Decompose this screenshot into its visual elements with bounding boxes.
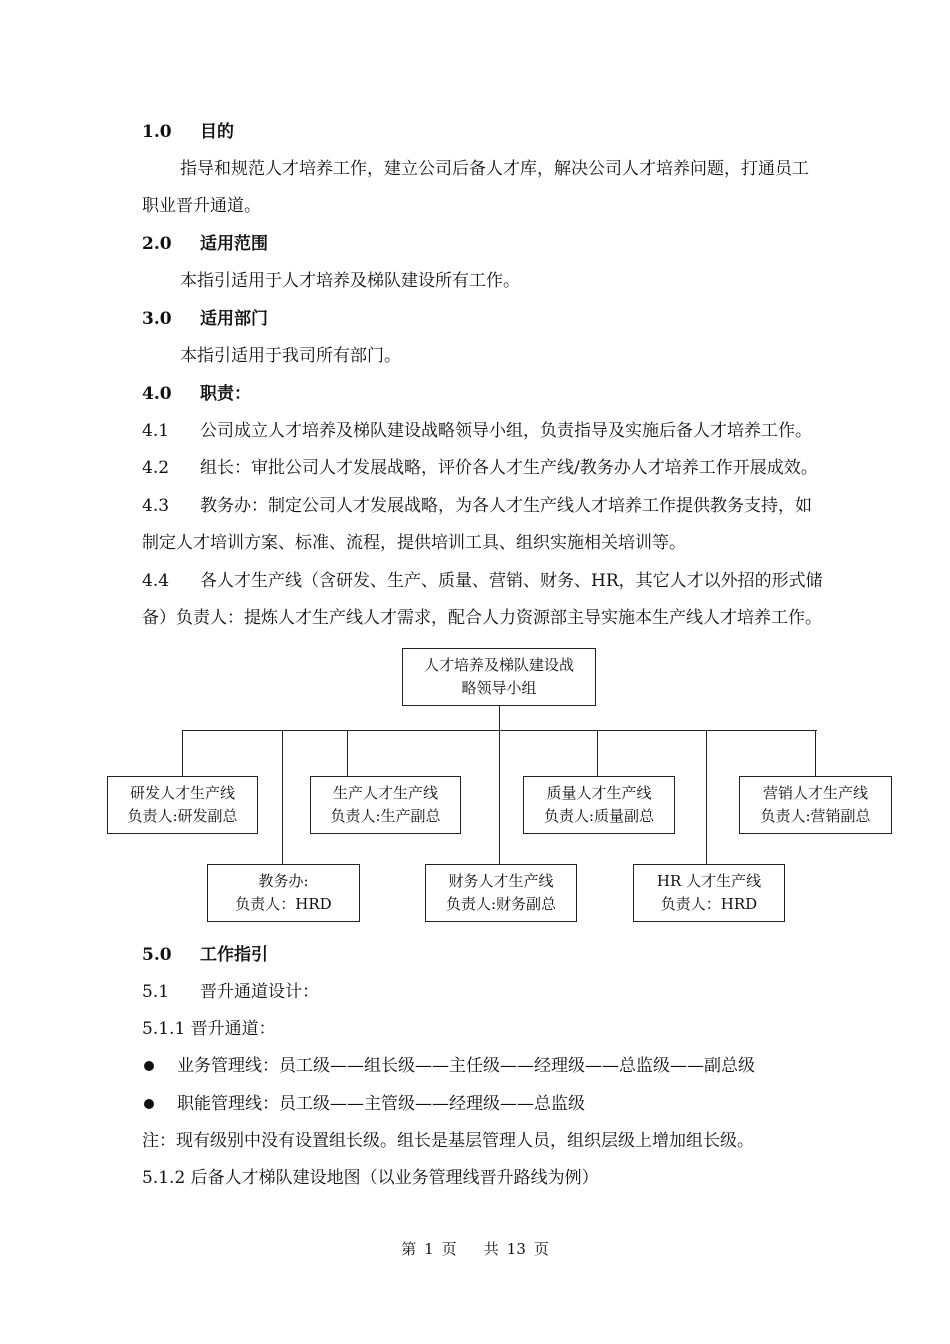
subsection-5-1-1: 5.1.1 晋升通道： xyxy=(142,1019,276,1039)
org-box-line: 负责人：HRD xyxy=(660,895,758,913)
connector-line xyxy=(182,730,817,731)
page-footer xyxy=(0,1238,950,1259)
connector-line xyxy=(182,730,183,776)
org-box-line: 财务人才生产线 xyxy=(448,872,554,890)
org-box-line: 研发人才生产线 xyxy=(129,784,235,802)
footer-page-unit: 页 xyxy=(441,1240,457,1258)
org-box-line: HR 人才生产线 xyxy=(656,872,762,890)
org-box-line: 负责人:研发副总 xyxy=(127,807,238,825)
org-box-line: 生产人才生产线 xyxy=(332,784,438,802)
connector-line xyxy=(282,730,283,864)
footer-total-unit: 页 xyxy=(533,1240,549,1258)
section-1-heading xyxy=(142,122,234,142)
footer-page-label: 第 xyxy=(401,1240,417,1258)
section-1-body-cont: 职业晋升通道。 xyxy=(142,196,261,216)
section-3-body: 本指引适用于我司所有部门。 xyxy=(180,346,401,366)
subsection-5-1 xyxy=(142,982,319,1002)
bullet-text: 职能管理线：员工级——主管级——经理级——总监级 xyxy=(177,1094,585,1114)
footer-total-label: 共 xyxy=(483,1240,499,1258)
org-box-line: 人才培养及梯队建设战 xyxy=(423,656,574,674)
org-box-education-office xyxy=(207,864,360,922)
section-title: 职责： xyxy=(200,384,251,404)
section-number: 4.0 xyxy=(142,384,172,404)
item-number: 5.1 xyxy=(142,982,170,1002)
section-5-heading xyxy=(142,945,268,965)
org-box-line: 略领导小组 xyxy=(461,679,537,697)
org-box-leadership-group xyxy=(402,648,596,706)
org-box-line: 负责人:质量副总 xyxy=(543,807,655,825)
section-1-body: 指导和规范人才培养工作，建立公司后备人才库，解决公司人才培养问题，打通员工 xyxy=(180,159,809,179)
org-box-line: 教务办: xyxy=(258,872,309,890)
footer-total-pages: 13 xyxy=(506,1240,526,1258)
section-3-heading xyxy=(142,309,268,329)
org-box-hr xyxy=(633,864,785,922)
note: 注：现有级别中没有设置组长级。组长是基层管理人员，组织层级上增加组长级。 xyxy=(142,1131,754,1151)
item-text: 组长：审批公司人才发展战略，评价各人才生产线/教务办人才培养工作开展成效。 xyxy=(200,458,818,478)
item-text: 晋升通道设计： xyxy=(200,982,319,1002)
item-text: 公司成立人才培养及梯队建设战略领导小组，负责指导及实施后备人才培养工作。 xyxy=(200,421,812,441)
section-title: 工作指引 xyxy=(200,945,268,965)
connector-line xyxy=(597,730,598,776)
connector-line xyxy=(815,730,816,776)
section-number: 1.0 xyxy=(142,122,172,142)
section-number: 3.0 xyxy=(142,309,172,329)
section-title: 适用部门 xyxy=(200,309,268,329)
section-4-heading xyxy=(142,384,251,404)
item-number: 4.1 xyxy=(142,421,170,441)
org-box-line: 营销人才生产线 xyxy=(762,784,868,802)
section-number: 2.0 xyxy=(142,234,172,254)
org-box-production xyxy=(310,776,461,834)
bullet-icon xyxy=(144,1099,154,1109)
duty-item xyxy=(142,571,823,591)
duty-item-cont: 制定人才培训方案、标准、流程，提供培训工具、组织实施相关培训等。 xyxy=(142,533,686,553)
section-2-body: 本指引适用于人才培养及梯队建设所有工作。 xyxy=(180,271,520,291)
bullet-icon xyxy=(144,1061,154,1071)
section-number: 5.0 xyxy=(142,945,172,965)
item-number: 4.4 xyxy=(142,571,170,591)
org-box-quality xyxy=(523,776,675,834)
section-2-heading xyxy=(142,234,268,254)
section-title: 适用范围 xyxy=(200,234,268,254)
item-text: 教务办：制定公司人才发展战略，为各人才生产线人才培养工作提供教务支持，如 xyxy=(200,496,812,516)
item-number: 4.3 xyxy=(142,496,170,516)
duty-item xyxy=(142,496,812,516)
duty-item-cont: 备）负责人：提炼人才生产线人才需求，配合人力资源部主导实施本生产线人才培养工作。 xyxy=(142,608,822,628)
subsection-5-1-2: 5.1.2 后备人才梯队建设地图（以业务管理线晋升路线为例） xyxy=(142,1168,599,1188)
connector-line xyxy=(347,730,348,776)
org-box-marketing xyxy=(739,776,892,834)
item-number: 4.2 xyxy=(142,458,170,478)
section-title: 目的 xyxy=(200,122,234,142)
org-box-line: 负责人:生产副总 xyxy=(330,807,441,825)
org-box-line: 负责人：HRD xyxy=(235,895,332,913)
bullet-item xyxy=(142,1094,585,1114)
org-box-line: 负责人:财务副总 xyxy=(445,895,557,913)
item-text: 各人才生产线（含研发、生产、质量、营销、财务、HR，其它人才以外招的形式储 xyxy=(200,571,823,591)
org-box-line: 负责人:营销副总 xyxy=(760,807,871,825)
footer-page-number: 1 xyxy=(424,1240,434,1258)
connector-line xyxy=(706,730,707,864)
org-box-finance xyxy=(425,864,577,922)
bullet-item xyxy=(142,1056,755,1076)
duty-item xyxy=(142,421,812,441)
duty-item xyxy=(142,458,818,478)
bullet-text: 业务管理线：员工级——组长级——主任级——经理级——总监级——副总级 xyxy=(177,1056,755,1076)
org-box-line: 质量人才生产线 xyxy=(546,784,652,802)
org-box-rnd xyxy=(107,776,258,834)
